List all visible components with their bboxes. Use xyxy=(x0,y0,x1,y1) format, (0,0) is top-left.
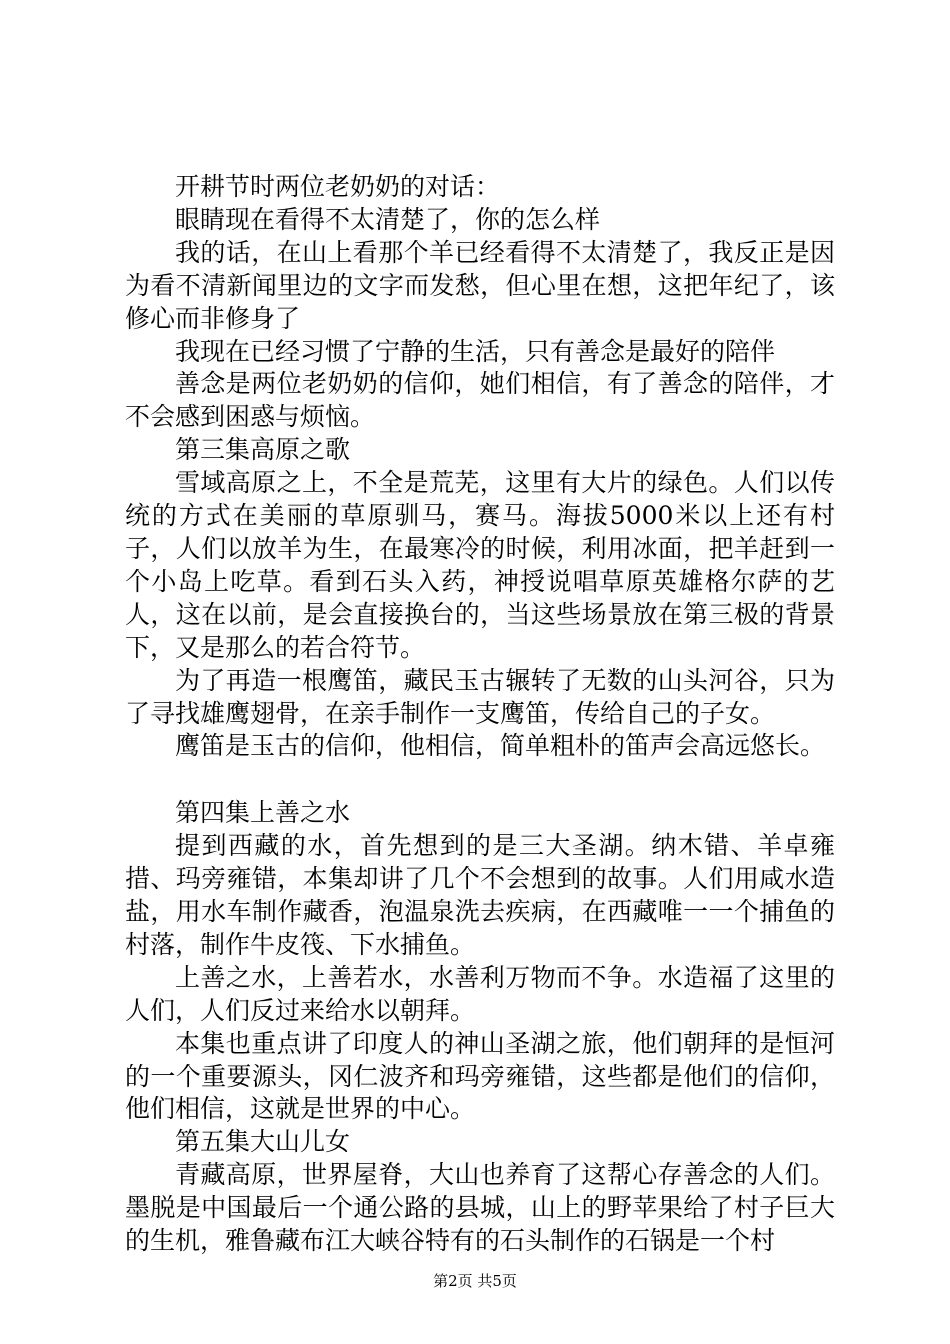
paragraph-flute-faith: 鹰笛是玉古的信仰，他相信，简单粗朴的笛声会高远悠长。 xyxy=(175,731,826,761)
paragraph-faith-summary: 善念是两位老奶奶的信仰，她们相信，有了善念的陪伴，才不会感到困惑与烦恼。 xyxy=(125,369,835,432)
paragraph-dialogue-line-3: 我现在已经习惯了宁静的生活，只有善念是最好的陪伴 xyxy=(175,336,776,366)
blank-line xyxy=(125,763,835,797)
paragraph-plateau-description: 雪域高原之上，不全是荒芜，这里有大片的绿色。人们以传统的方式在美丽的草原驯马，赛马。海拔5000米以上还有村子，人们以放羊为生，在最寒冷的时候，利用冰面，把羊赶到一个小岛上吃草。看到石头入药，神授说唱草原英雄格尔萨的艺人，这在以前，是会直接换台的，当这些场景放在第三极的背景下，又是那么的若合符节。 xyxy=(125,468,835,662)
paragraph-pilgrimage: 本集也重点讲了印度人的神山圣湖之旅，他们朝拜的是恒河的一个重要源头，冈仁波齐和玛旁雍错，这些都是他们的信仰，他们相信，这就是世界的中心。 xyxy=(125,1028,835,1124)
paragraph-water-virtue: 上善之水，上善若水，水善利万物而不争。水造福了这里的人们，人们反过来给水以朝拜。 xyxy=(125,962,835,1025)
document-body xyxy=(125,171,835,1258)
paragraph-eagle-flute: 为了再造一根鹰笛，藏民玉古辗转了无数的山头河谷，只为了寻找雄鹰翅骨，在亲手制作一支鹰笛，传给自己的子女。 xyxy=(125,665,835,728)
paragraph-mountain-children: 青藏高原，世界屋脊，大山也养育了这帮心存善念的人们。墨脱是中国最后一个通公路的县城，山上的野苹果给了村子巨大的生机，雅鲁藏布江大峡谷特有的石头制作的石锅是一个村 xyxy=(125,1160,835,1256)
section-heading-episode-4: 第四集上善之水 xyxy=(175,798,351,828)
paragraph-dialogue-line-1: 眼睛现在看得不太清楚了，你的怎么样 xyxy=(175,204,601,234)
paragraph-dialogue-intro: 开耕节时两位老奶奶的对话： xyxy=(175,172,501,201)
section-heading-episode-5: 第五集大山儿女 xyxy=(175,1127,351,1157)
page-footer: 第2页 共5页 xyxy=(433,1272,517,1290)
paragraph-tibet-water: 提到西藏的水，首先想到的是三大圣湖。纳木错、羊卓雍措、玛旁雍错，本集却讲了几个不会想到的故事。人们用咸水造盐，用水车制作藏香，泡温泉洗去疾病，在西藏唯一一个捕鱼的村落，制作牛皮筏、下水捕鱼。 xyxy=(125,831,835,959)
section-heading-episode-3: 第三集高原之歌 xyxy=(175,435,351,465)
paragraph-dialogue-line-2: 我的话，在山上看那个羊已经看得不太清楚了，我反正是因为看不清新闻里边的文字而发愁，但心里在想，这把年纪了，该修心而非修身了 xyxy=(125,237,835,333)
